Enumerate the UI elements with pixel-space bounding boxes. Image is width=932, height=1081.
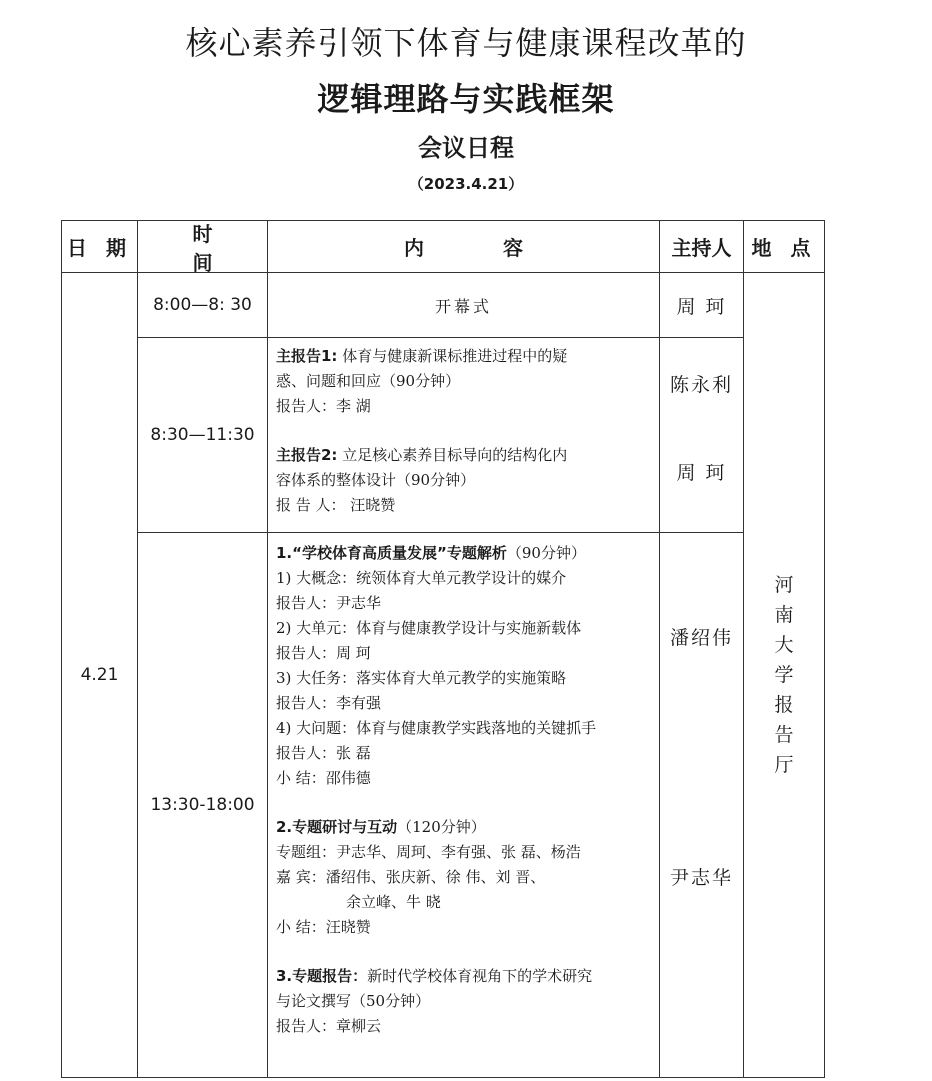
document-title-line1: 核心素养引领下体育与健康课程改革的 [185, 24, 747, 62]
part1-line: 小 结：邵伟德 [276, 769, 371, 787]
session1-host: 周 珂 [660, 273, 744, 338]
part1-line: 报告人：张 磊 [276, 744, 371, 762]
session2-host [660, 338, 744, 533]
part2-duration: （120分钟） [397, 818, 486, 836]
report1-line1 [276, 344, 651, 369]
header-content: 内 容 [268, 221, 660, 273]
part2-title: 2.专题研讨与互动 [276, 818, 398, 836]
header-time: 时 间 [138, 221, 268, 273]
header-location: 地 点 [744, 221, 825, 273]
report2-speaker: 报 告 人： 汪晓赞 [276, 496, 396, 514]
report2-title: 立足核心素养目标导向的结构化内 [342, 446, 568, 464]
location-text: 河南大学报告厅 [774, 574, 794, 776]
schedule-table [61, 220, 825, 1078]
part1-line: 2) 大单元：体育与健康教学设计与实施新载体 [276, 619, 582, 637]
report1-label: 主报告1: [276, 347, 338, 365]
part1-line: 报告人：尹志华 [276, 594, 382, 612]
session3-host2: 尹志华 [669, 867, 733, 889]
session1-content: 开幕式 [268, 273, 660, 338]
part1-heading [276, 541, 651, 566]
part2-line: 专题组：尹志华、周珂、李有强、张 磊、杨浩 [276, 843, 581, 861]
part3-topic: 新时代学校体育视角下的学术研究 [367, 967, 593, 985]
session3-host1: 潘绍伟 [669, 627, 733, 649]
report1-line2: 惑、问题和回应（90分钟） [276, 372, 461, 390]
part3-line1 [276, 964, 651, 989]
session3-time: 13:30-18:00 [138, 533, 268, 1078]
part2-heading [276, 815, 651, 840]
session2-host1: 陈永利 [669, 374, 733, 396]
part2-line: 嘉 宾：潘绍伟、张庆新、徐 伟、刘 晋、 [276, 868, 546, 886]
part3-title: 3.专题报告： [276, 967, 368, 985]
part2-line: 余立峰、牛 晓 [346, 893, 441, 911]
header-host: 主持人 [660, 221, 744, 273]
part1-line: 报告人：周 珂 [276, 644, 371, 662]
part3-speaker: 报告人：章柳云 [276, 1017, 382, 1035]
part2-line: 小 结：汪晓赞 [276, 918, 371, 936]
document-date: （2023.4.21） [408, 175, 524, 193]
part1-title: 1.“学校体育高质量发展”专题解析 [276, 544, 507, 562]
location-cell [744, 273, 825, 1078]
session2-host2: 周 珂 [676, 462, 727, 484]
part1-duration: （90分钟） [506, 544, 586, 562]
session2-time: 8:30—11:30 [138, 338, 268, 533]
session2-content [268, 338, 660, 533]
report2-line2: 容体系的整体设计（90分钟） [276, 471, 476, 489]
part1-line: 1) 大概念：统领体育大单元教学设计的媒介 [276, 569, 567, 587]
session3-content [268, 533, 660, 1078]
header-date: 日 期 [62, 221, 138, 273]
part1-line: 报告人：李有强 [276, 694, 382, 712]
date-cell: 4.21 [62, 273, 138, 1078]
document-subtitle: 会议日程 [418, 134, 514, 162]
report1-title: 体育与健康新课标推进过程中的疑 [342, 347, 568, 365]
report2-label: 主报告2: [276, 446, 338, 464]
part1-line: 4) 大问题：体育与健康教学实践落地的关键抓手 [276, 719, 597, 737]
report2-line1 [276, 443, 651, 468]
report1-speaker: 报告人：李 湖 [276, 397, 371, 415]
document-title-line2: 逻辑理路与实践框架 [317, 80, 615, 118]
session3-host [660, 533, 744, 1078]
session1-time: 8:00—8: 30 [138, 273, 268, 338]
part1-line: 3) 大任务：落实体育大单元教学的实施策略 [276, 669, 567, 687]
part3-line2: 与论文撰写（50分钟） [276, 992, 431, 1010]
